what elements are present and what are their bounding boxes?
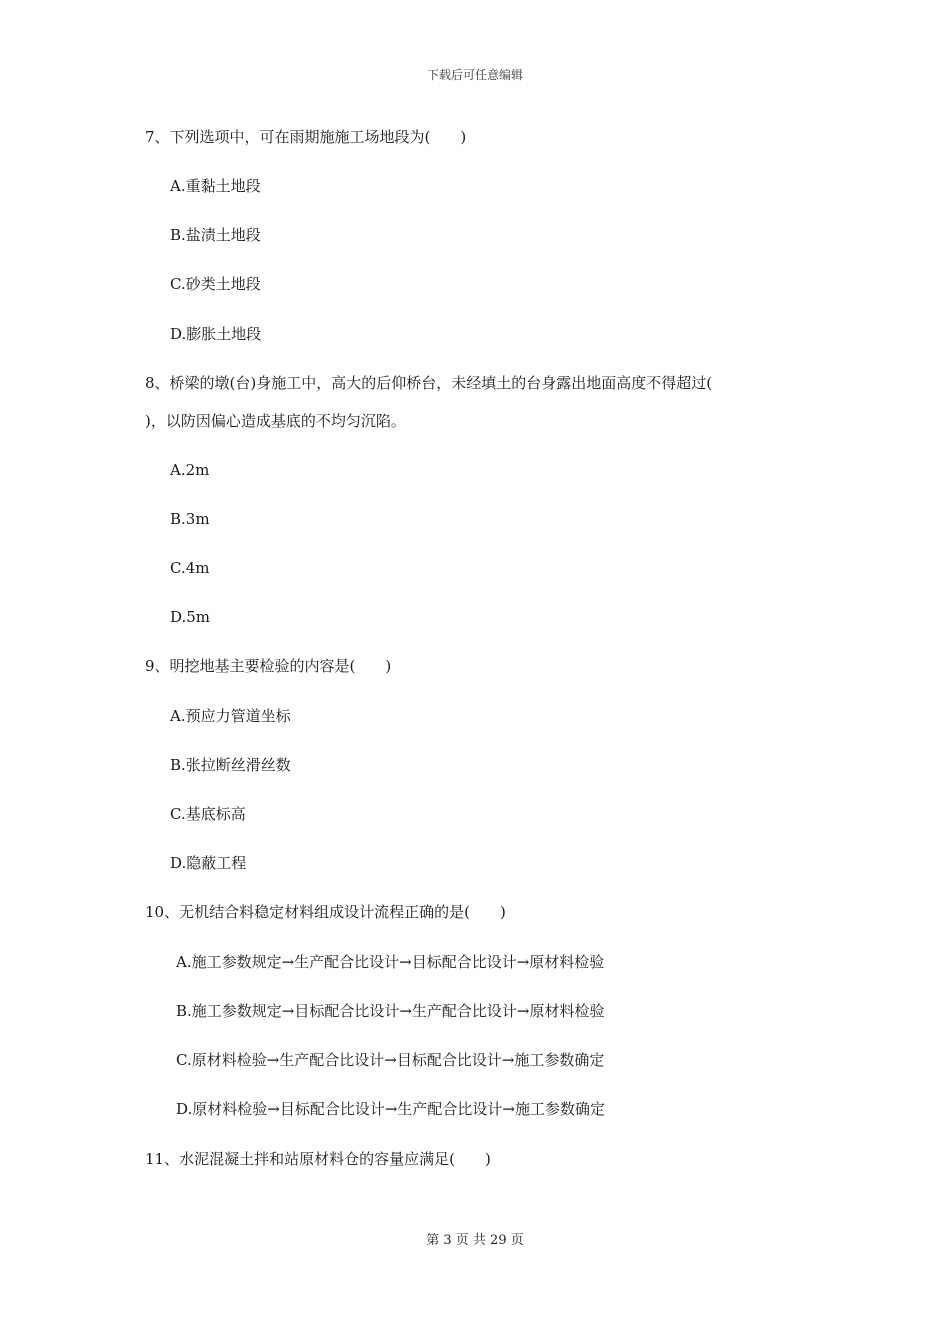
question-9-option-c: C.基底标高 <box>170 805 246 823</box>
question-7-option-a: A.重黏土地段 <box>170 177 261 195</box>
question-8-option-b: B.3m <box>170 510 210 528</box>
question-10-option-c: C.原材料检验→生产配合比设计→目标配合比设计→施工参数确定 <box>176 1051 605 1069</box>
question-8-stem-line1: 8、桥梁的墩(台)身施工中，高大的后仰桥台，未经填土的台身露出地面高度不得超过( <box>145 374 713 392</box>
page-header: 下载后可任意编辑 <box>426 68 523 82</box>
question-9-option-a: A.预应力管道坐标 <box>170 707 291 725</box>
question-8-option-c: C.4m <box>170 559 210 577</box>
page-footer: 第 3 页 共 29 页 <box>426 1233 524 1248</box>
question-9-option-b: B.张拉断丝滑丝数 <box>170 756 291 774</box>
question-10-option-d: D.原材料检验→目标配合比设计→生产配合比设计→施工参数确定 <box>176 1100 605 1118</box>
question-7-option-d: D.膨胀土地段 <box>170 325 262 343</box>
question-7-stem: 7、下列选项中，可在雨期施施工场地段为( ) <box>145 128 467 146</box>
question-9-option-d: D.隐蔽工程 <box>170 854 247 872</box>
question-7-option-c: C.砂类土地段 <box>170 275 261 293</box>
question-8-stem-line2: )，以防因偏心造成基底的不均匀沉陷。 <box>145 412 406 430</box>
question-9-stem: 9、明挖地基主要检验的内容是( ) <box>145 657 392 675</box>
question-11-stem: 11、水泥混凝土拌和站原材料仓的容量应满足( ) <box>145 1150 491 1168</box>
question-8-option-a: A.2m <box>170 461 210 479</box>
question-10-stem: 10、无机结合料稳定材料组成设计流程正确的是( ) <box>145 903 506 921</box>
question-8-option-d: D.5m <box>170 608 211 626</box>
question-10-option-a: A.施工参数规定→生产配合比设计→目标配合比设计→原材料检验 <box>176 953 605 971</box>
question-7-option-b: B.盐渍土地段 <box>170 226 261 244</box>
question-10-option-b: B.施工参数规定→目标配合比设计→生产配合比设计→原材料检验 <box>176 1002 605 1020</box>
